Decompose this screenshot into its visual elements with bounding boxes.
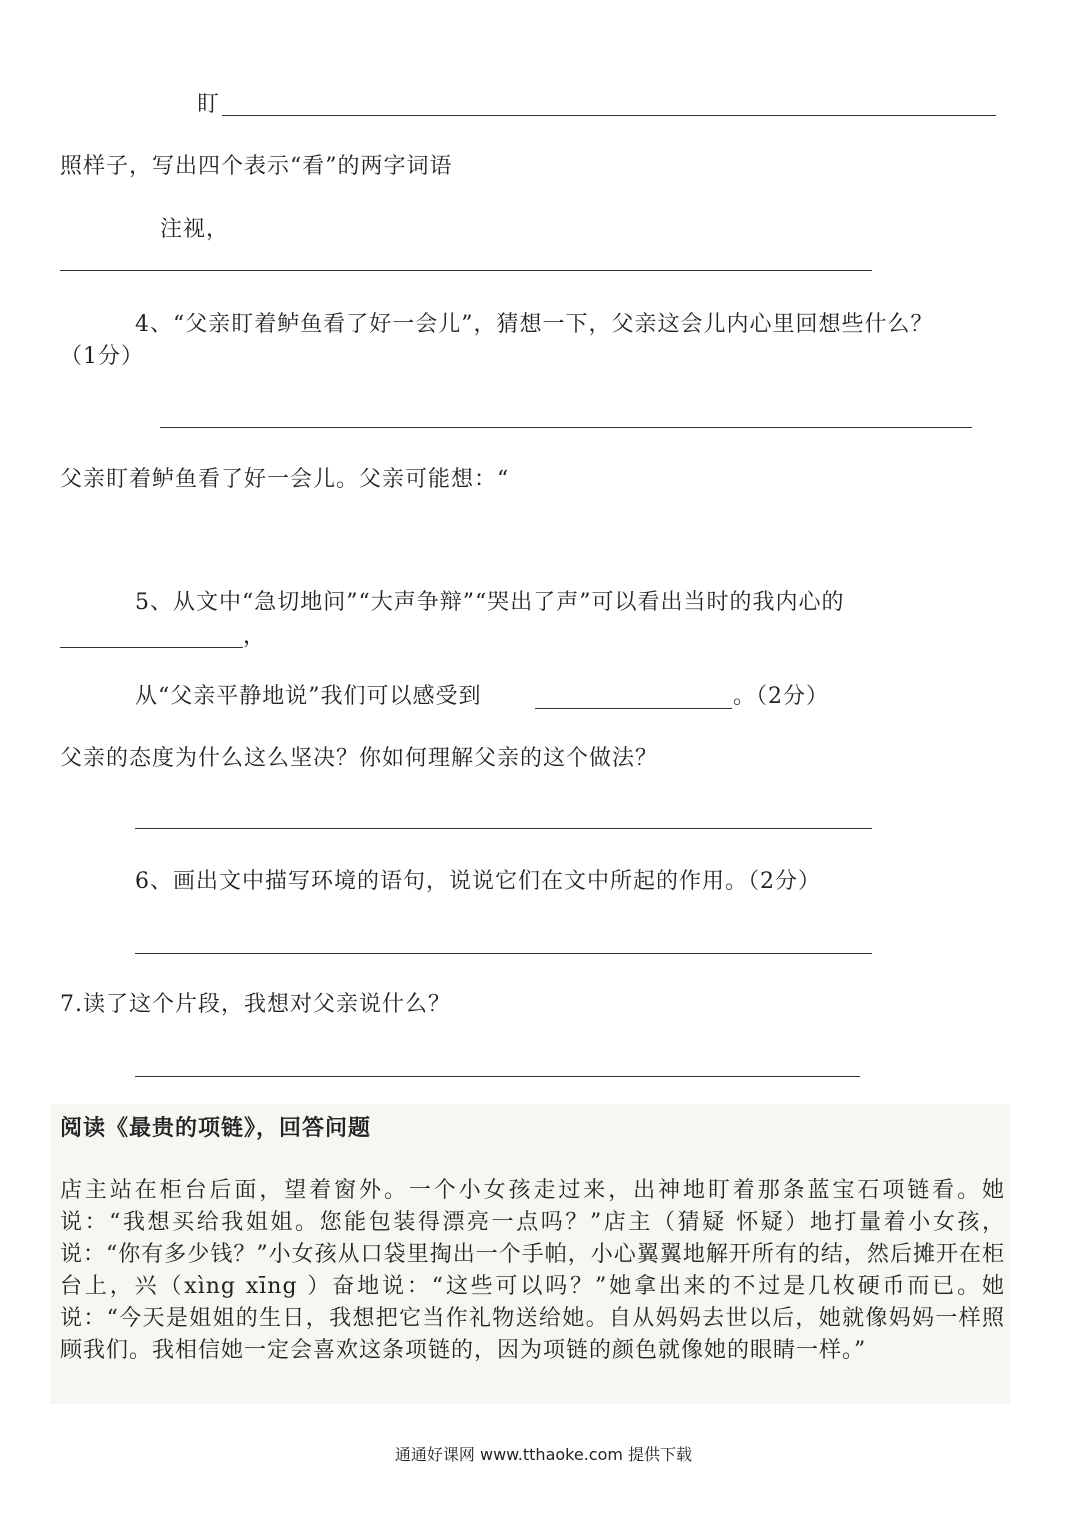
example-word: 注视， — [160, 217, 230, 242]
question-5-part2: 从“父亲平静地说”我们可以感受到 — [135, 684, 482, 709]
look-words-prompt: 照样子，写出四个表示“看”的两字词语 — [60, 154, 453, 179]
question-5-comma: ， — [243, 624, 267, 649]
answer-line-ding[interactable] — [222, 115, 996, 116]
question-4-answer-stem: 父亲盯着鲈鱼看了好一会儿。父亲可能想：“ — [60, 467, 510, 492]
answer-line-q5-part3[interactable] — [135, 828, 872, 829]
question-6: 6、画出文中描写环境的语句，说说它们在文中所起的作用。（2分） — [135, 869, 821, 894]
answer-line-q4[interactable] — [160, 427, 972, 428]
question-7: 7.读了这个片段，我想对父亲说什么？ — [60, 992, 451, 1017]
reading-section-title: 阅读《最贵的项链》，回答问题 — [60, 1115, 372, 1141]
answer-blank-q5-part2[interactable] — [535, 708, 732, 709]
ding-char: 盯 — [197, 92, 221, 117]
footer-source: 通通好课网 www.tthaoke.com 提供下载 — [394, 1445, 693, 1464]
question-4-score: （1分） — [60, 344, 144, 369]
answer-blank-q5-feeling[interactable] — [60, 647, 243, 648]
passage-paragraph: 店主站在柜台后面，望着窗外。一个小女孩走过来，出神地盯着那条蓝宝石项链看。她说：“我想买给我姐姐。您能包装得漂亮一点吗？”店主（猜疑 怀疑）地打量着小女孩，说：“你有多少钱？”小女孩从口袋里掏出一个手帕，小心翼翼地解开所有的结，然后摊开在柜台上，兴（xìng xīng ）奋地说：“这些可以吗？”她拿出来的不过是几枚硬币而已。她说：“今天是姐姐的生日，我想把它当作礼物送给她。自从妈妈去世以后，她就像妈妈一样照顾我们。我相信她一定会喜欢这条项链的，因为项链的颜色就像她的眼睛一样。” — [60, 1178, 1005, 1363]
answer-line-q7[interactable] — [135, 1076, 860, 1077]
question-4: 4、“父亲盯着鲈鱼看了好一会儿”，猜想一下，父亲这会儿内心里回想些什么？ — [135, 312, 934, 337]
reading-passage — [60, 1175, 1005, 1367]
question-5: 5、从文中“急切地问”“大声争辩”“哭出了声”可以看出当时的我内心的 — [135, 590, 845, 615]
answer-line-q6[interactable] — [135, 953, 872, 954]
question-5-part3: 父亲的态度为什么这么坚决？你如何理解父亲的这个做法？ — [60, 746, 659, 771]
question-5-part2-score: 。（2分） — [733, 684, 829, 709]
answer-line-look-words[interactable] — [60, 270, 872, 271]
